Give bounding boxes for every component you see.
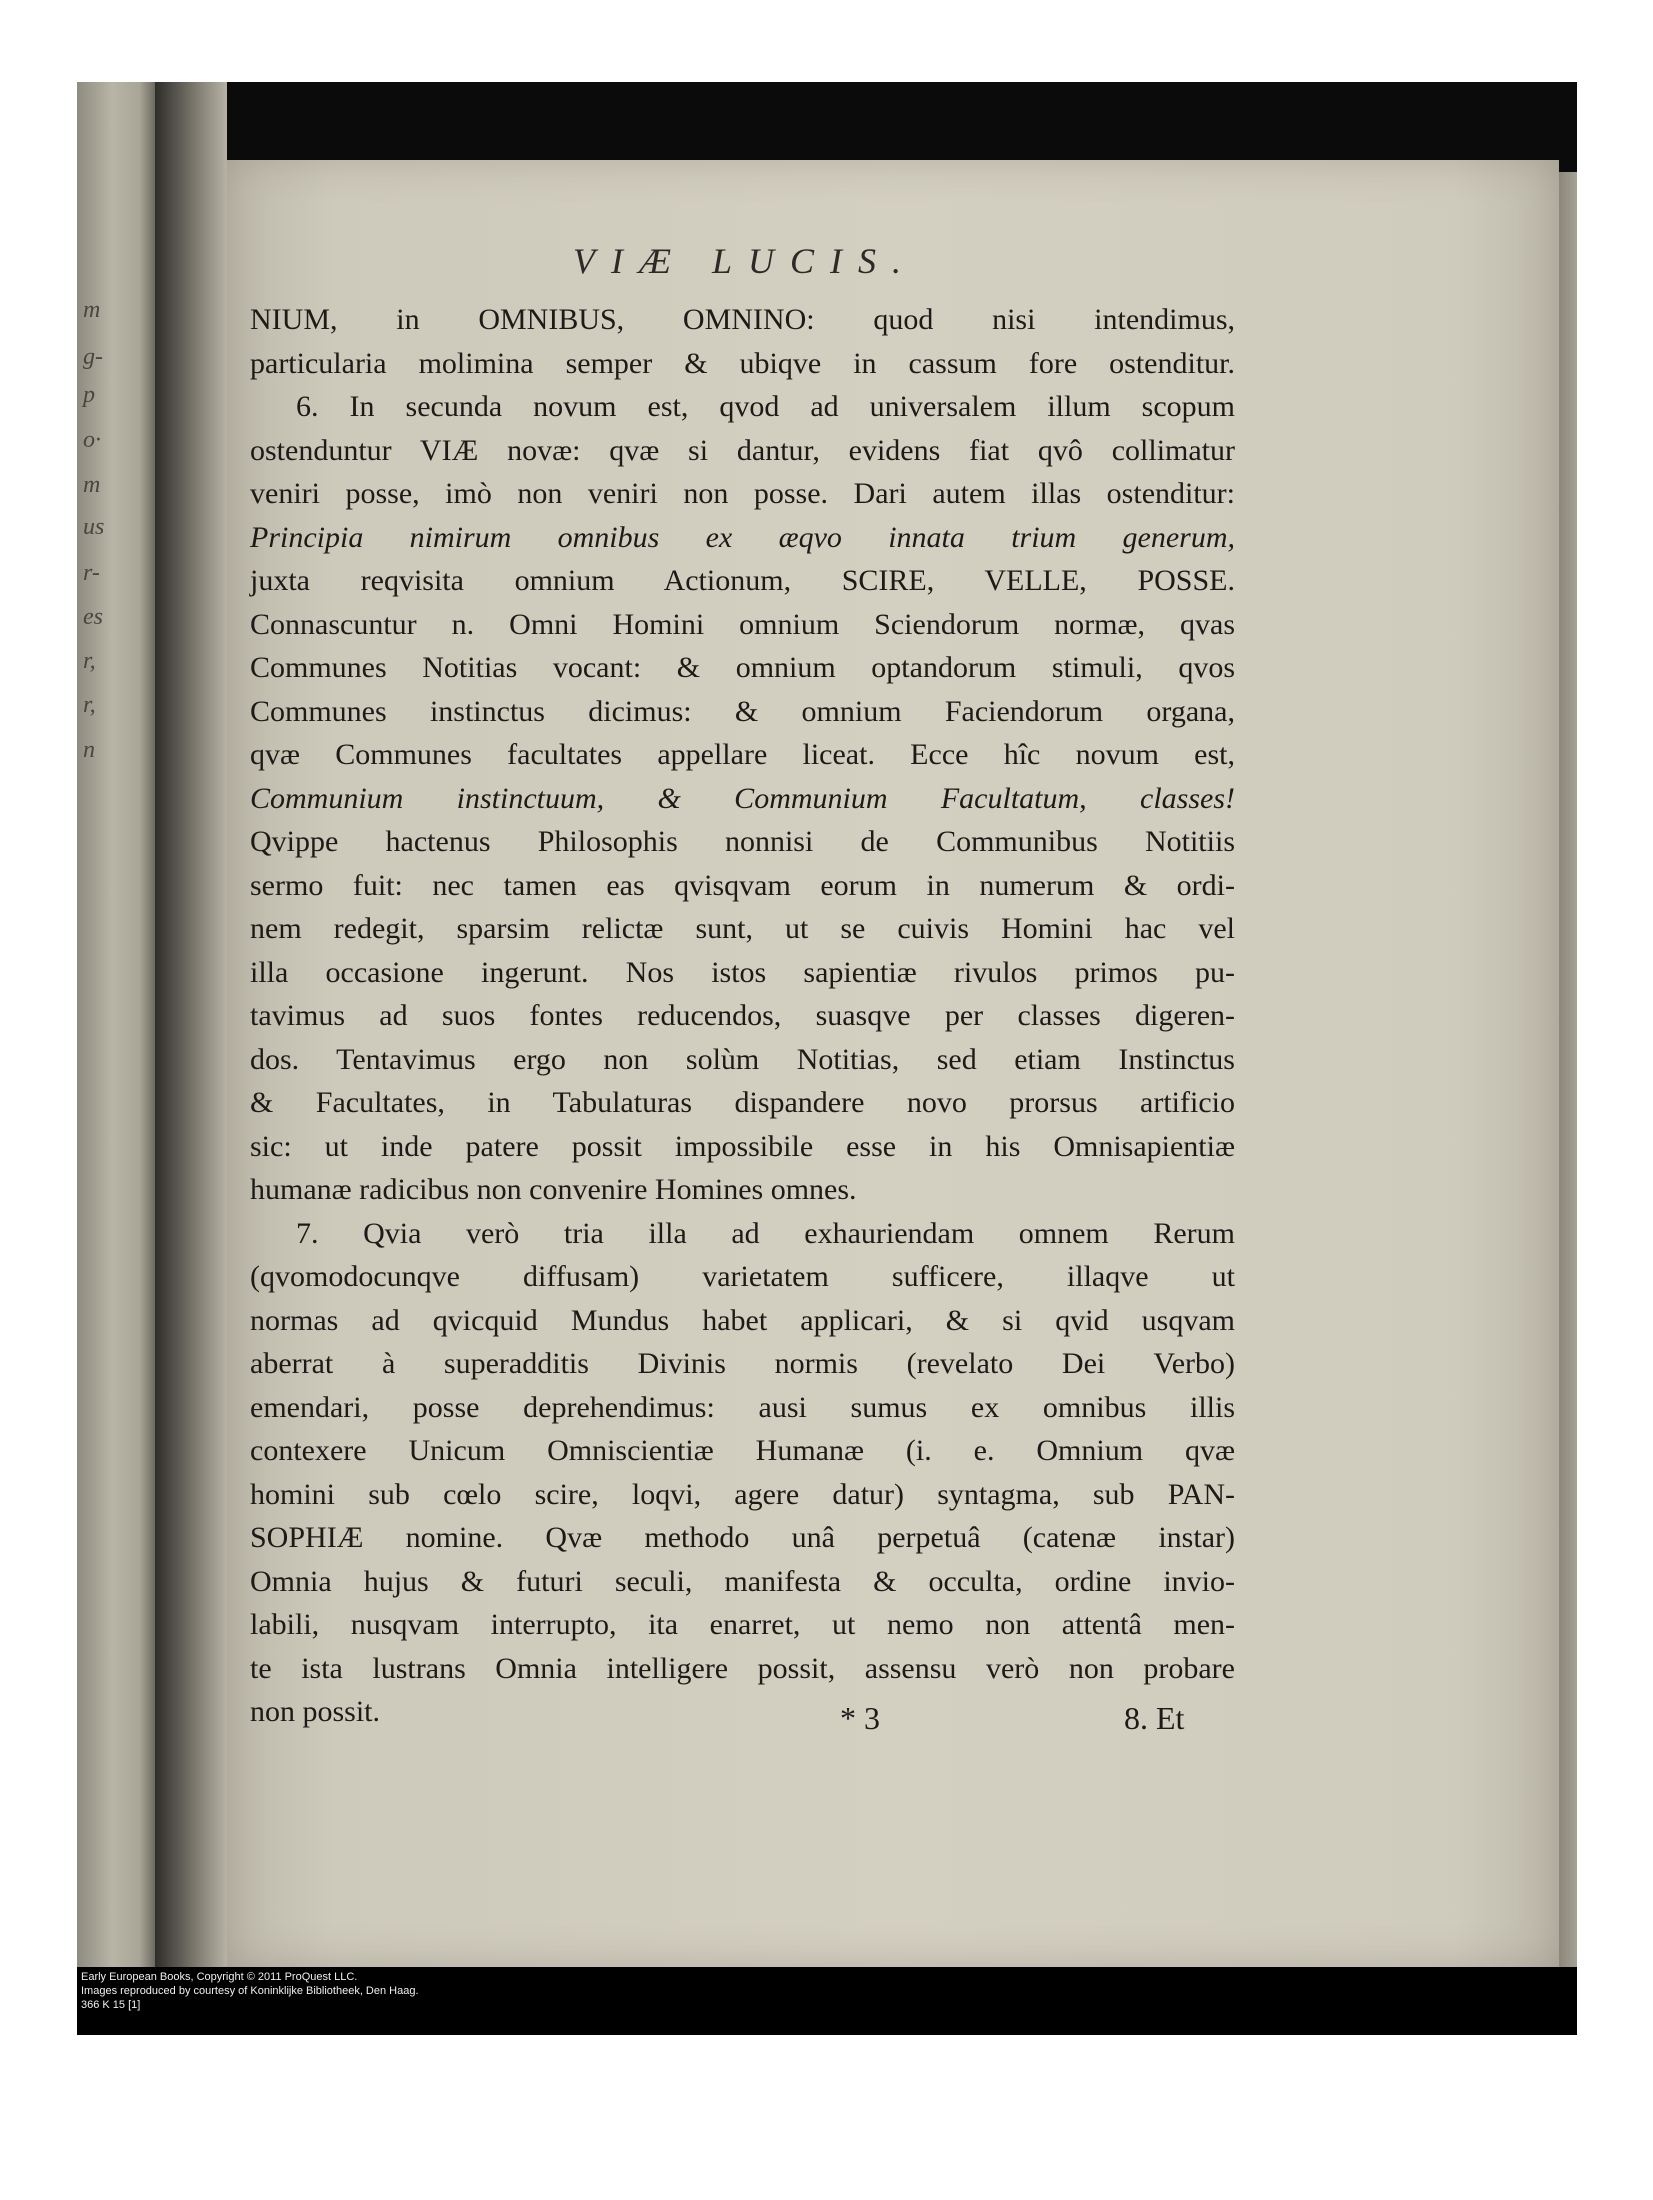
text-line: aberrat à superadditis Divinis normis (revelato Dei Verbo)	[250, 1347, 1235, 1380]
text-line: Communes Notitias vocant: & omnium optandorum stimuli, qvos	[250, 651, 1235, 684]
text-line: Communium instinctuum, & Communium Facultatum, classes!	[250, 781, 1235, 815]
text-line: Principia nimirum omnibus ex æqvo innata trium generum,	[250, 520, 1235, 554]
text-line: NIUM, in OMNIBUS, OMNINO: quod nisi intendimus,	[250, 303, 1235, 336]
page-edge	[1559, 172, 1577, 1967]
facing-page-fragment: p	[83, 382, 95, 408]
caption-courtesy: Images reproduced by courtesy of Koninklijke Bibliotheek, Den Haag.	[81, 1985, 419, 1997]
text-line: veniri posse, imò non veniri non posse. Dari autem illas ostenditur:	[250, 477, 1235, 510]
text-line: 7. Qvia verò tria illa ad exhauriendam omnem Rerum	[296, 1216, 1235, 1250]
text-line: illa occasione ingerunt. Nos istos sapientiæ rivulos primos pu-	[250, 955, 1235, 989]
book-gutter	[155, 82, 227, 1967]
facing-page-fragment: o·	[83, 427, 101, 453]
text-line: & Facultates, in Tabulaturas dispandere novo prorsus artificio	[250, 1086, 1235, 1119]
text-line: SOPHIÆ nomine. Qvæ methodo unâ perpetuâ (catenæ instar)	[250, 1521, 1235, 1554]
text-line: particularia molimina semper & ubiqve in cassum fore ostenditur.	[250, 346, 1235, 380]
facing-page-fragment: m	[83, 472, 101, 498]
text-line: juxta reqvisita omnium Actionum, SCIRE, VELLE, POSSE.	[250, 564, 1235, 597]
caption-copyright: Early European Books, Copyright © 2011 ProQuest LLC.	[81, 1971, 358, 1983]
facing-page-fragment: es	[83, 604, 103, 630]
signature-mark: * 3	[840, 1700, 880, 1736]
text-line: Connascuntur n. Omni Homini omnium Sciendorum normæ, qvas	[250, 607, 1235, 641]
running-head: VIÆ LUCIS.	[572, 241, 917, 281]
facing-page-fragment: r,	[83, 648, 96, 674]
body-text	[250, 298, 1235, 1734]
text-line: sermo fuit: nec tamen eas qvisqvam eorum in numerum & ordi-	[250, 868, 1235, 902]
text-line: labili, nusqvam interrupto, ita enarret, ut nemo non attentâ men-	[250, 1608, 1235, 1641]
text-line: dos. Tentavimus ergo non solùm Notitias, sed etiam Instinctus	[250, 1042, 1235, 1076]
text-line: tavimus ad suos fontes reducendos, suasqve per classes digeren-	[250, 999, 1235, 1032]
facing-page-fragment: r-	[83, 560, 100, 586]
text-line: (qvomodocunqve diffusam) varietatem sufficere, illaqve ut	[250, 1260, 1235, 1293]
facing-page-edge	[77, 82, 155, 1967]
facing-page-fragment: g-	[83, 344, 103, 370]
text-line: non possit.	[250, 1695, 381, 1728]
facing-page-fragment: n	[83, 737, 95, 763]
text-line: normas ad qvicquid Mundus habet applicari, & si qvid usqvam	[250, 1303, 1235, 1337]
text-line: emendari, posse deprehendimus: ausi sumus ex omnibus illis	[250, 1390, 1235, 1424]
text-line: humanæ radicibus non convenire Homines omnes.	[250, 1173, 857, 1206]
copyright-caption	[77, 1967, 1577, 2035]
text-line: qvæ Communes facultates appellare liceat. Ecce hîc novum est,	[250, 738, 1235, 771]
text-line: Omnia hujus & futuri seculi, manifesta & occulta, ordine invio-	[250, 1564, 1235, 1598]
text-line: te ista lustrans Omnia intelligere possit, assensu verò non probare	[250, 1651, 1235, 1685]
caption-shelfmark: 366 K 15 [1]	[81, 1999, 141, 2011]
facing-page-fragment: r,	[83, 692, 96, 718]
text-line: ostenduntur VIÆ novæ: qvæ si dantur, evidens fiat qvô collimatur	[250, 433, 1235, 467]
text-line: nem redegit, sparsim relictæ sunt, ut se cuivis Homini hac vel	[250, 912, 1235, 945]
text-line: homini sub cœlo scire, loqvi, agere datur) syntagma, sub PAN-	[250, 1477, 1235, 1511]
text-line: sic: ut inde patere possit impossibile esse in his Omnisapientiæ	[250, 1129, 1235, 1163]
text-line: contexere Unicum Omniscientiæ Humanæ (i. e. Omnium qvæ	[250, 1434, 1235, 1467]
text-line: Communes instinctus dicimus: & omnium Faciendorum organa,	[250, 694, 1235, 728]
facing-page-fragment: m	[83, 297, 101, 323]
text-line: 6. In secunda novum est, qvod ad universalem illum scopum	[296, 390, 1235, 423]
catchword: 8. Et	[1124, 1700, 1185, 1736]
facing-page-fragment: us	[83, 514, 105, 540]
text-line: Qvippe hactenus Philosophis nonnisi de Communibus Notitiis	[250, 825, 1235, 858]
